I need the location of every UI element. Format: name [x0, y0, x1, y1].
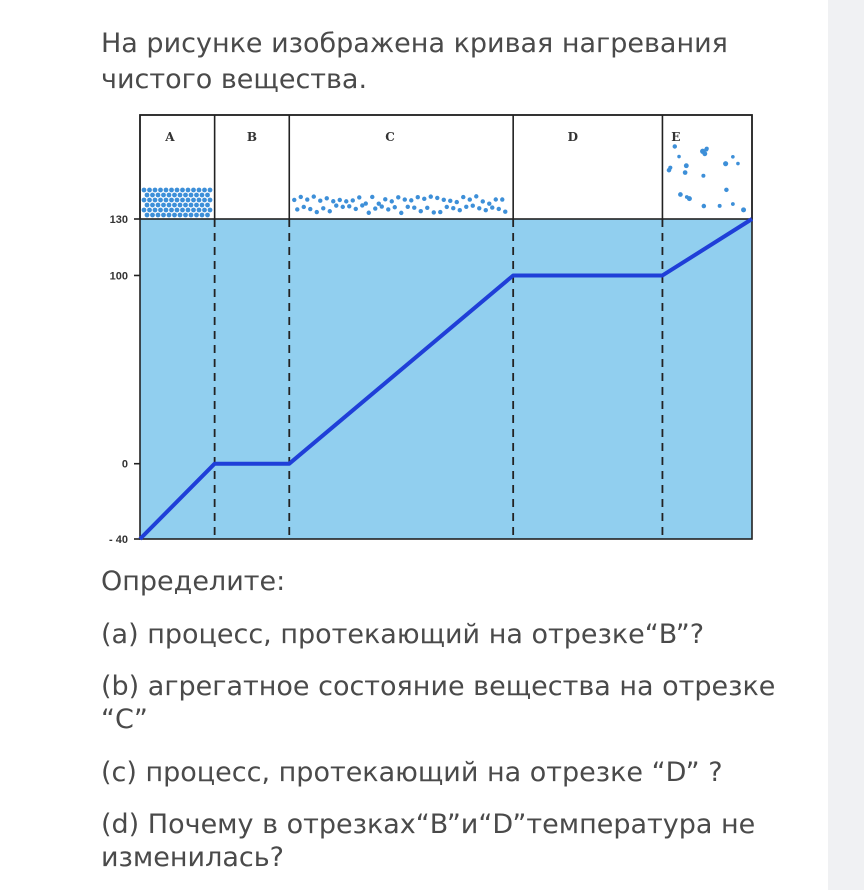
liquid-particle: [321, 206, 325, 210]
liquid-particle: [305, 197, 309, 201]
liquid-particle: [295, 207, 299, 211]
solid-particle: [178, 203, 183, 208]
liquid-particle: [351, 198, 355, 202]
solid-particle: [186, 188, 191, 193]
solid-particle: [189, 213, 194, 218]
solid-particle: [161, 193, 166, 198]
solid-particle: [156, 203, 161, 208]
solid-particle: [197, 208, 202, 213]
solid-particle: [167, 203, 172, 208]
liquid-particle: [474, 194, 478, 198]
gas-particle: [731, 155, 735, 159]
liquid-particle: [422, 197, 426, 201]
y-tick-label: 130: [109, 214, 128, 226]
gas-particle: [724, 188, 728, 192]
liquid-particle: [383, 197, 387, 201]
liquid-particle: [451, 206, 455, 210]
liquid-particle: [331, 199, 335, 203]
solid-particle: [205, 193, 210, 198]
solid-particle: [147, 208, 152, 213]
liquid-particle: [464, 205, 468, 209]
solid-particle: [167, 193, 172, 198]
solid-particle: [175, 188, 180, 193]
solid-particle: [194, 193, 199, 198]
liquid-particle: [481, 199, 485, 203]
gas-particle: [667, 168, 672, 173]
liquid-particle: [393, 205, 397, 209]
solid-particle: [156, 193, 161, 198]
header-panel: [140, 115, 752, 219]
liquid-particle: [357, 195, 361, 199]
solid-particle: [191, 208, 196, 213]
liquid-particle: [338, 198, 342, 202]
liquid-particle: [399, 211, 403, 215]
questions-title: Определите:: [101, 566, 286, 597]
liquid-particle: [325, 196, 329, 200]
gas-particle: [702, 151, 707, 156]
solid-particle: [164, 198, 169, 203]
solid-particle: [189, 193, 194, 198]
y-axis: [109, 214, 140, 546]
solid-particle: [150, 193, 155, 198]
liquid-particle: [367, 211, 371, 215]
liquid-particle: [484, 208, 488, 212]
segment-label-d: D: [567, 130, 579, 144]
gas-particle: [701, 174, 705, 178]
question-a: (a) процесс, протекающий на отрезке“B”?: [101, 619, 705, 650]
solid-particle: [158, 188, 163, 193]
liquid-particle: [503, 210, 507, 214]
solid-particle: [205, 203, 210, 208]
liquid-particle: [292, 198, 296, 202]
solid-particle: [169, 208, 174, 213]
liquid-particle: [299, 195, 303, 199]
solid-particle: [169, 198, 174, 203]
segment-label-c: C: [385, 130, 395, 144]
solid-particle: [167, 213, 172, 218]
gas-particle: [723, 161, 728, 166]
solid-particle: [150, 203, 155, 208]
solid-particle: [161, 203, 166, 208]
solid-particle: [186, 208, 191, 213]
solid-particle: [200, 203, 205, 208]
question-c: (c) процесс, протекающий на отрезке “D” ?: [101, 757, 723, 788]
solid-particle: [200, 193, 205, 198]
solid-particle: [147, 198, 152, 203]
liquid-particle: [448, 199, 452, 203]
solid-particle: [183, 203, 188, 208]
liquid-particle: [416, 195, 420, 199]
liquid-particle: [302, 205, 306, 209]
liquid-particle: [364, 201, 368, 205]
solid-particle: [142, 198, 147, 203]
liquid-particle: [442, 198, 446, 202]
gas-particle: [677, 155, 681, 159]
solid-particle: [200, 213, 205, 218]
liquid-particle: [438, 210, 442, 214]
solid-particle: [208, 188, 213, 193]
solid-particle: [153, 208, 158, 213]
solid-particle: [156, 213, 161, 218]
gas-particle: [741, 207, 746, 212]
solid-particle: [169, 188, 174, 193]
liquid-particle: [468, 197, 472, 201]
liquid-particle: [390, 199, 394, 203]
solid-particle: [175, 208, 180, 213]
liquid-particle: [455, 200, 459, 204]
gas-particle: [731, 202, 735, 206]
intro-text: На рисунке изображена кривая нагревания чистого вещества.: [101, 28, 728, 95]
solid-particle: [145, 193, 150, 198]
liquid-particle: [432, 210, 436, 214]
solid-particle: [202, 198, 207, 203]
liquid-particle: [308, 207, 312, 211]
liquid-particle: [445, 205, 449, 209]
solid-particle: [194, 203, 199, 208]
solid-particle: [183, 193, 188, 198]
gas-particle: [678, 192, 683, 197]
solid-particle: [153, 198, 158, 203]
segment-label-b: B: [246, 130, 258, 144]
liquid-particle: [370, 195, 374, 199]
solid-particle: [145, 203, 150, 208]
solid-particle: [158, 198, 163, 203]
liquid-particle: [461, 195, 465, 199]
solid-particle: [205, 213, 210, 218]
solid-particle: [202, 208, 207, 213]
liquid-particle: [435, 196, 439, 200]
gas-particle: [702, 204, 707, 209]
solid-particle: [189, 203, 194, 208]
solid-particle: [142, 188, 147, 193]
solid-particle: [180, 208, 185, 213]
liquid-particle: [497, 207, 501, 211]
solid-particle: [153, 188, 158, 193]
liquid-particle: [315, 210, 319, 214]
solid-particle: [147, 188, 152, 193]
gas-particle: [684, 163, 689, 168]
liquid-particle: [429, 194, 433, 198]
liquid-particle: [458, 208, 462, 212]
segment-label-e: E: [671, 130, 681, 144]
liquid-particle: [318, 199, 322, 203]
liquid-particle: [490, 205, 494, 209]
plot-fill: [140, 219, 752, 539]
solid-particle: [194, 213, 199, 218]
solid-particle: [145, 213, 150, 218]
liquid-particle: [406, 205, 410, 209]
liquid-particle: [403, 197, 407, 201]
solid-particle: [178, 213, 183, 218]
solid-particle: [150, 213, 155, 218]
gas-particle: [736, 162, 740, 166]
gas-particle: [687, 196, 692, 201]
liquid-particle: [328, 209, 332, 213]
liquid-particle: [386, 207, 390, 211]
liquid-particle: [341, 205, 345, 209]
solid-particle: [191, 198, 196, 203]
y-tick-label: - 40: [109, 534, 128, 546]
question-d: (d) Почему в отрезках“B”и“D”температура не изменилась?: [101, 809, 756, 873]
liquid-particle: [354, 207, 358, 211]
solid-particle: [183, 213, 188, 218]
liquid-particle: [409, 198, 413, 202]
liquid-particle: [487, 201, 491, 205]
liquid-particle: [373, 206, 377, 210]
solid-particle: [180, 198, 185, 203]
y-tick-label: 0: [121, 458, 128, 471]
solid-particle: [180, 188, 185, 193]
liquid-particle: [312, 194, 316, 198]
solid-particle: [202, 188, 207, 193]
segment-label-a: A: [165, 130, 175, 144]
solid-particle: [197, 198, 202, 203]
solid-particle: [172, 203, 177, 208]
liquid-particle: [419, 209, 423, 213]
gas-particle: [683, 170, 688, 175]
liquid-particle: [380, 204, 384, 208]
solid-particle: [172, 193, 177, 198]
question-b: (b) агрегатное состояние вещества на отрезке “С”: [101, 671, 776, 735]
liquid-particle: [471, 204, 475, 208]
solid-particle: [142, 208, 147, 213]
liquid-particle: [344, 199, 348, 203]
gas-particle: [718, 204, 722, 208]
solid-particle: [175, 198, 180, 203]
solid-particle: [158, 208, 163, 213]
liquid-particle: [500, 197, 504, 201]
liquid-particle: [347, 204, 351, 208]
solid-particle: [172, 213, 177, 218]
solid-particle: [208, 198, 213, 203]
solid-particle: [164, 208, 169, 213]
solid-particle: [164, 188, 169, 193]
gas-particle: [704, 147, 708, 151]
liquid-particle: [412, 205, 416, 209]
liquid-particle: [494, 197, 498, 201]
solid-particle: [186, 198, 191, 203]
y-tick-label: 100: [109, 270, 128, 283]
solid-particle: [191, 188, 196, 193]
gas-particle: [673, 144, 677, 148]
liquid-particle: [477, 206, 481, 210]
solid-particle: [208, 208, 213, 213]
solid-particle: [161, 213, 166, 218]
liquid-particle: [425, 206, 429, 210]
liquid-particle: [334, 203, 338, 207]
solid-particle: [178, 193, 183, 198]
liquid-particle: [396, 195, 400, 199]
solid-particle: [197, 188, 202, 193]
